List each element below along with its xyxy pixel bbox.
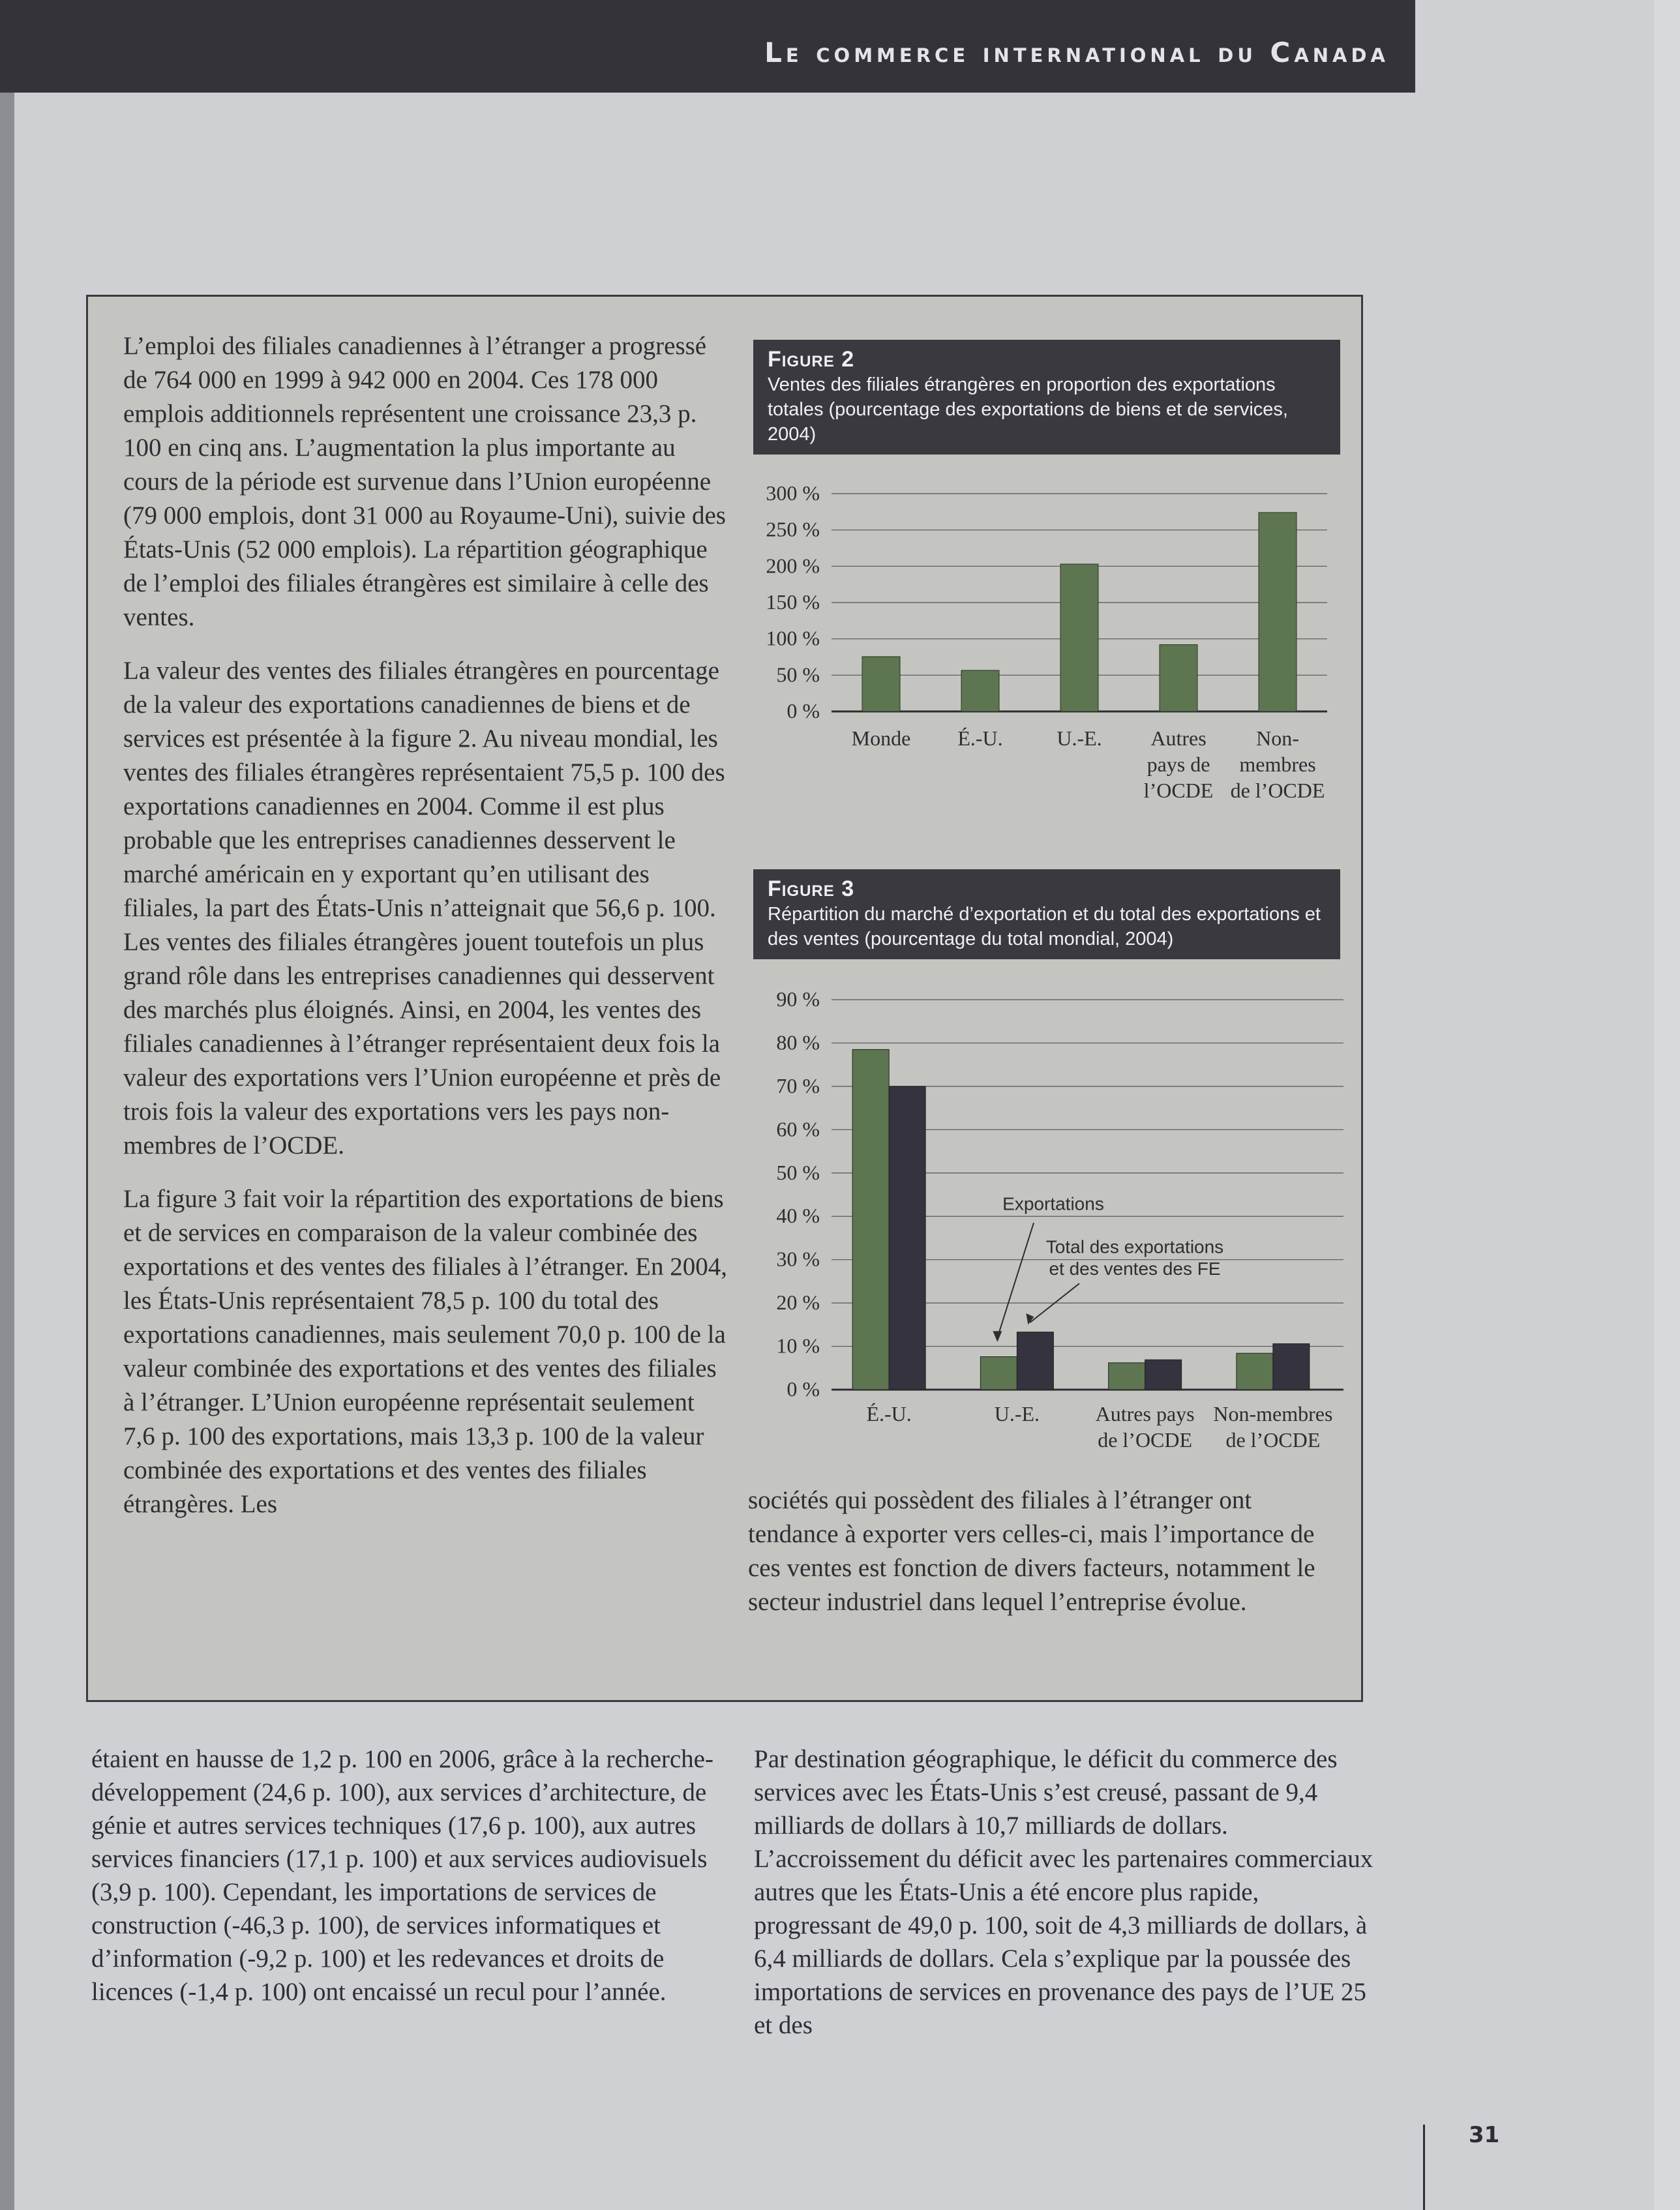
bar-total bbox=[1273, 1344, 1310, 1390]
y-tick-label: 30 % bbox=[776, 1247, 820, 1271]
page-number-rule bbox=[1423, 2125, 1425, 2210]
y-tick-label: 200 % bbox=[766, 554, 820, 578]
bar-total bbox=[1017, 1332, 1053, 1390]
y-tick-label: 60 % bbox=[776, 1117, 820, 1141]
bar-exports bbox=[852, 1049, 889, 1390]
arrowhead bbox=[993, 1331, 1002, 1342]
lower-left-column bbox=[91, 1742, 717, 2008]
x-category-label: Monde bbox=[851, 726, 911, 750]
y-tick-label: 40 % bbox=[776, 1204, 820, 1228]
running-header-title: Le commerce international du Canada bbox=[764, 37, 1389, 68]
x-category-label: de l’OCDE bbox=[1225, 1428, 1321, 1452]
y-tick-label: 80 % bbox=[776, 1030, 820, 1054]
figure-3 bbox=[753, 869, 1340, 1452]
figure-3-header bbox=[753, 869, 1340, 959]
bar bbox=[1259, 513, 1297, 711]
x-category-label: l’OCDE bbox=[1143, 779, 1214, 802]
y-tick-label: 90 % bbox=[776, 987, 820, 1011]
bar-exports bbox=[1237, 1353, 1273, 1390]
y-tick-label: 0 % bbox=[787, 699, 820, 723]
x-category-label: É.-U. bbox=[866, 1402, 912, 1426]
y-tick-label: 0 % bbox=[787, 1377, 820, 1401]
bar bbox=[862, 657, 900, 711]
lower-left-paragraph: étaient en hausse de 1,2 p. 100 en 2006, grâce à la recherche-développement (24,6 p. 100), aux services d’architecture, de génie et autres services techniques (17,6 p. 100), aux autres services financiers (17,1 p. 100) et aux services audiovisuels (3,9 p. 100). Cependant, les importations de services de construction (-46,3 p. 100), de services informatiques et d’information (-9,2 p. 100) et les redevances et droits de licences (-1,4 p. 100) ont encaissé un recul pour l’année. bbox=[91, 1745, 713, 2006]
figure-2-chart bbox=[753, 455, 1340, 846]
x-category-label: Autres pays bbox=[1095, 1402, 1195, 1426]
figure-2-label: Figure 2 bbox=[768, 347, 855, 372]
lower-right-column bbox=[754, 1742, 1380, 2042]
y-tick-label: 100 % bbox=[766, 626, 820, 650]
bar bbox=[1060, 564, 1098, 711]
x-category-label: membres bbox=[1239, 753, 1316, 776]
bar-total bbox=[889, 1086, 925, 1390]
y-tick-label: 10 % bbox=[776, 1334, 820, 1358]
figure-2-caption: Ventes des filiales étrangères en proportion des exportations totales (pourcentage des exportations de biens et de services, 2004) bbox=[768, 374, 1288, 445]
y-tick-label: 50 % bbox=[776, 663, 820, 687]
y-tick-label: 20 % bbox=[776, 1291, 820, 1315]
x-category-label: Non-membres bbox=[1213, 1402, 1333, 1426]
page-left-edge bbox=[0, 0, 14, 2210]
bar-exports bbox=[980, 1357, 1017, 1390]
bar-total bbox=[1145, 1360, 1182, 1390]
x-category-label: pays de bbox=[1147, 753, 1210, 776]
x-category-label: de l’OCDE bbox=[1098, 1428, 1193, 1452]
annotation-exports: Exportations bbox=[1002, 1193, 1104, 1214]
x-category-label: de l’OCDE bbox=[1230, 779, 1325, 802]
x-category-label: Non- bbox=[1256, 726, 1299, 750]
box-paragraph-3: La figure 3 fait voir la répartition des exportations de biens et de services en comparaison de la valeur combinée des exportations et des ventes des filiales à l’étranger. En 2004, les États-Unis représentaient 78,5 p. 100 du total des exportations canadiennes, mais seulement 70,0 p. 100 de la valeur combinée des exportations et des ventes des filiales à l’étranger. L’Union européenne représentait seulement 7,6 p. 100 des exportations, mais 13,3 p. 100 de la valeur combinée des exportations et des ventes des filiales étrangères. Les bbox=[123, 1185, 727, 1518]
bar-exports bbox=[1109, 1363, 1145, 1390]
box-right-paragraph: sociétés qui possèdent des filiales à l’étranger ont tendance à exporter vers celles-ci, mais l’importance de ces ventes est fonction de divers facteurs, notamment le secteur industriel dans lequel l’entreprise évolue. bbox=[748, 1486, 1315, 1616]
bar bbox=[1160, 645, 1197, 711]
x-category-label: É.-U. bbox=[957, 726, 1003, 750]
box-left-column bbox=[123, 329, 730, 1541]
y-tick-label: 150 % bbox=[766, 590, 820, 614]
y-tick-label: 250 % bbox=[766, 517, 820, 541]
lower-right-paragraph: Par destination géographique, le déficit du commerce des services avec les États-Unis s’est creusé, passant de 9,4 milliards de dollars à 10,7 milliards de dollars. L’accroissement du déficit avec les partenaires commerciaux autres que les États-Unis a été encore plus rapide, progressant de 49,0 p. 100, soit de 4,3 milliards de dollars, à 6,4 milliards de dollars. Cela s’explique par la poussée des importations de services en provenance des pays de l’UE 25 et des bbox=[754, 1745, 1373, 2039]
y-tick-label: 70 % bbox=[776, 1073, 820, 1098]
figure-3-chart bbox=[753, 959, 1340, 1452]
figure-2-header bbox=[753, 340, 1340, 455]
annotation-total-line1: Total des exportations bbox=[1045, 1236, 1224, 1257]
box-paragraph-1: L’emploi des filiales canadiennes à l’étranger a progressé de 764 000 en 1999 à 942 000 en 2004. Ces 178 000 emplois additionnels représentent une croissance 23,3 p. 100 en cinq ans. L’augmentation la plus importante au cours de la période est survenue dans l’Union européenne (79 000 emplois, dont 31 000 au Royaume-Uni), suivie des États-Unis (52 000 emplois). La répartition géographique de l’emploi des filiales étrangères est similaire à celle des ventes. bbox=[123, 332, 726, 631]
page-number: 31 bbox=[1469, 2122, 1500, 2148]
box-paragraph-2: La valeur des ventes des filiales étrangères en pourcentage de la valeur des exportations canadiennes de biens et de services est présentée à la figure 2. Au niveau mondial, les ventes des filiales étrangères représentaient 75,5 p. 100 des exportations canadiennes en 2004. Comme il est plus probable que les entreprises canadiennes desservent le marché américain en y exportant qu’en utilisant des filiales, la part des États-Unis n’atteignait que 56,6 p. 100. Les ventes des filiales étrangères jouent toutefois un plus grand rôle dans les entreprises canadiennes qui desservent des marchés plus éloignés. Ainsi, en 2004, les ventes des filiales canadiennes à l’étranger représentaient deux fois la valeur des exportations vers l’Union européenne et près de trois fois la valeur des exportations vers les pays non-membres de l’OCDE. bbox=[123, 657, 725, 1159]
x-category-label: Autres bbox=[1150, 726, 1207, 750]
figure-3-label: Figure 3 bbox=[768, 876, 855, 901]
box-right-column bbox=[748, 1484, 1322, 1639]
bar bbox=[961, 670, 999, 711]
x-category-label: U.-E. bbox=[994, 1402, 1040, 1426]
y-tick-label: 50 % bbox=[776, 1160, 820, 1184]
figure-3-caption: Répartition du marché d’exportation et du total des exportations et des ventes (pourcentage du total mondial, 2004) bbox=[768, 904, 1321, 949]
sidebar-box bbox=[86, 295, 1363, 1702]
annotation-total-line2: et des ventes des FE bbox=[1049, 1258, 1221, 1279]
page-right-edge bbox=[1654, 0, 1680, 2210]
arrowhead bbox=[1026, 1313, 1034, 1324]
figure-2 bbox=[753, 340, 1340, 846]
running-header bbox=[0, 0, 1415, 93]
y-tick-label: 300 % bbox=[766, 481, 820, 505]
x-category-label: U.-E. bbox=[1057, 726, 1102, 750]
